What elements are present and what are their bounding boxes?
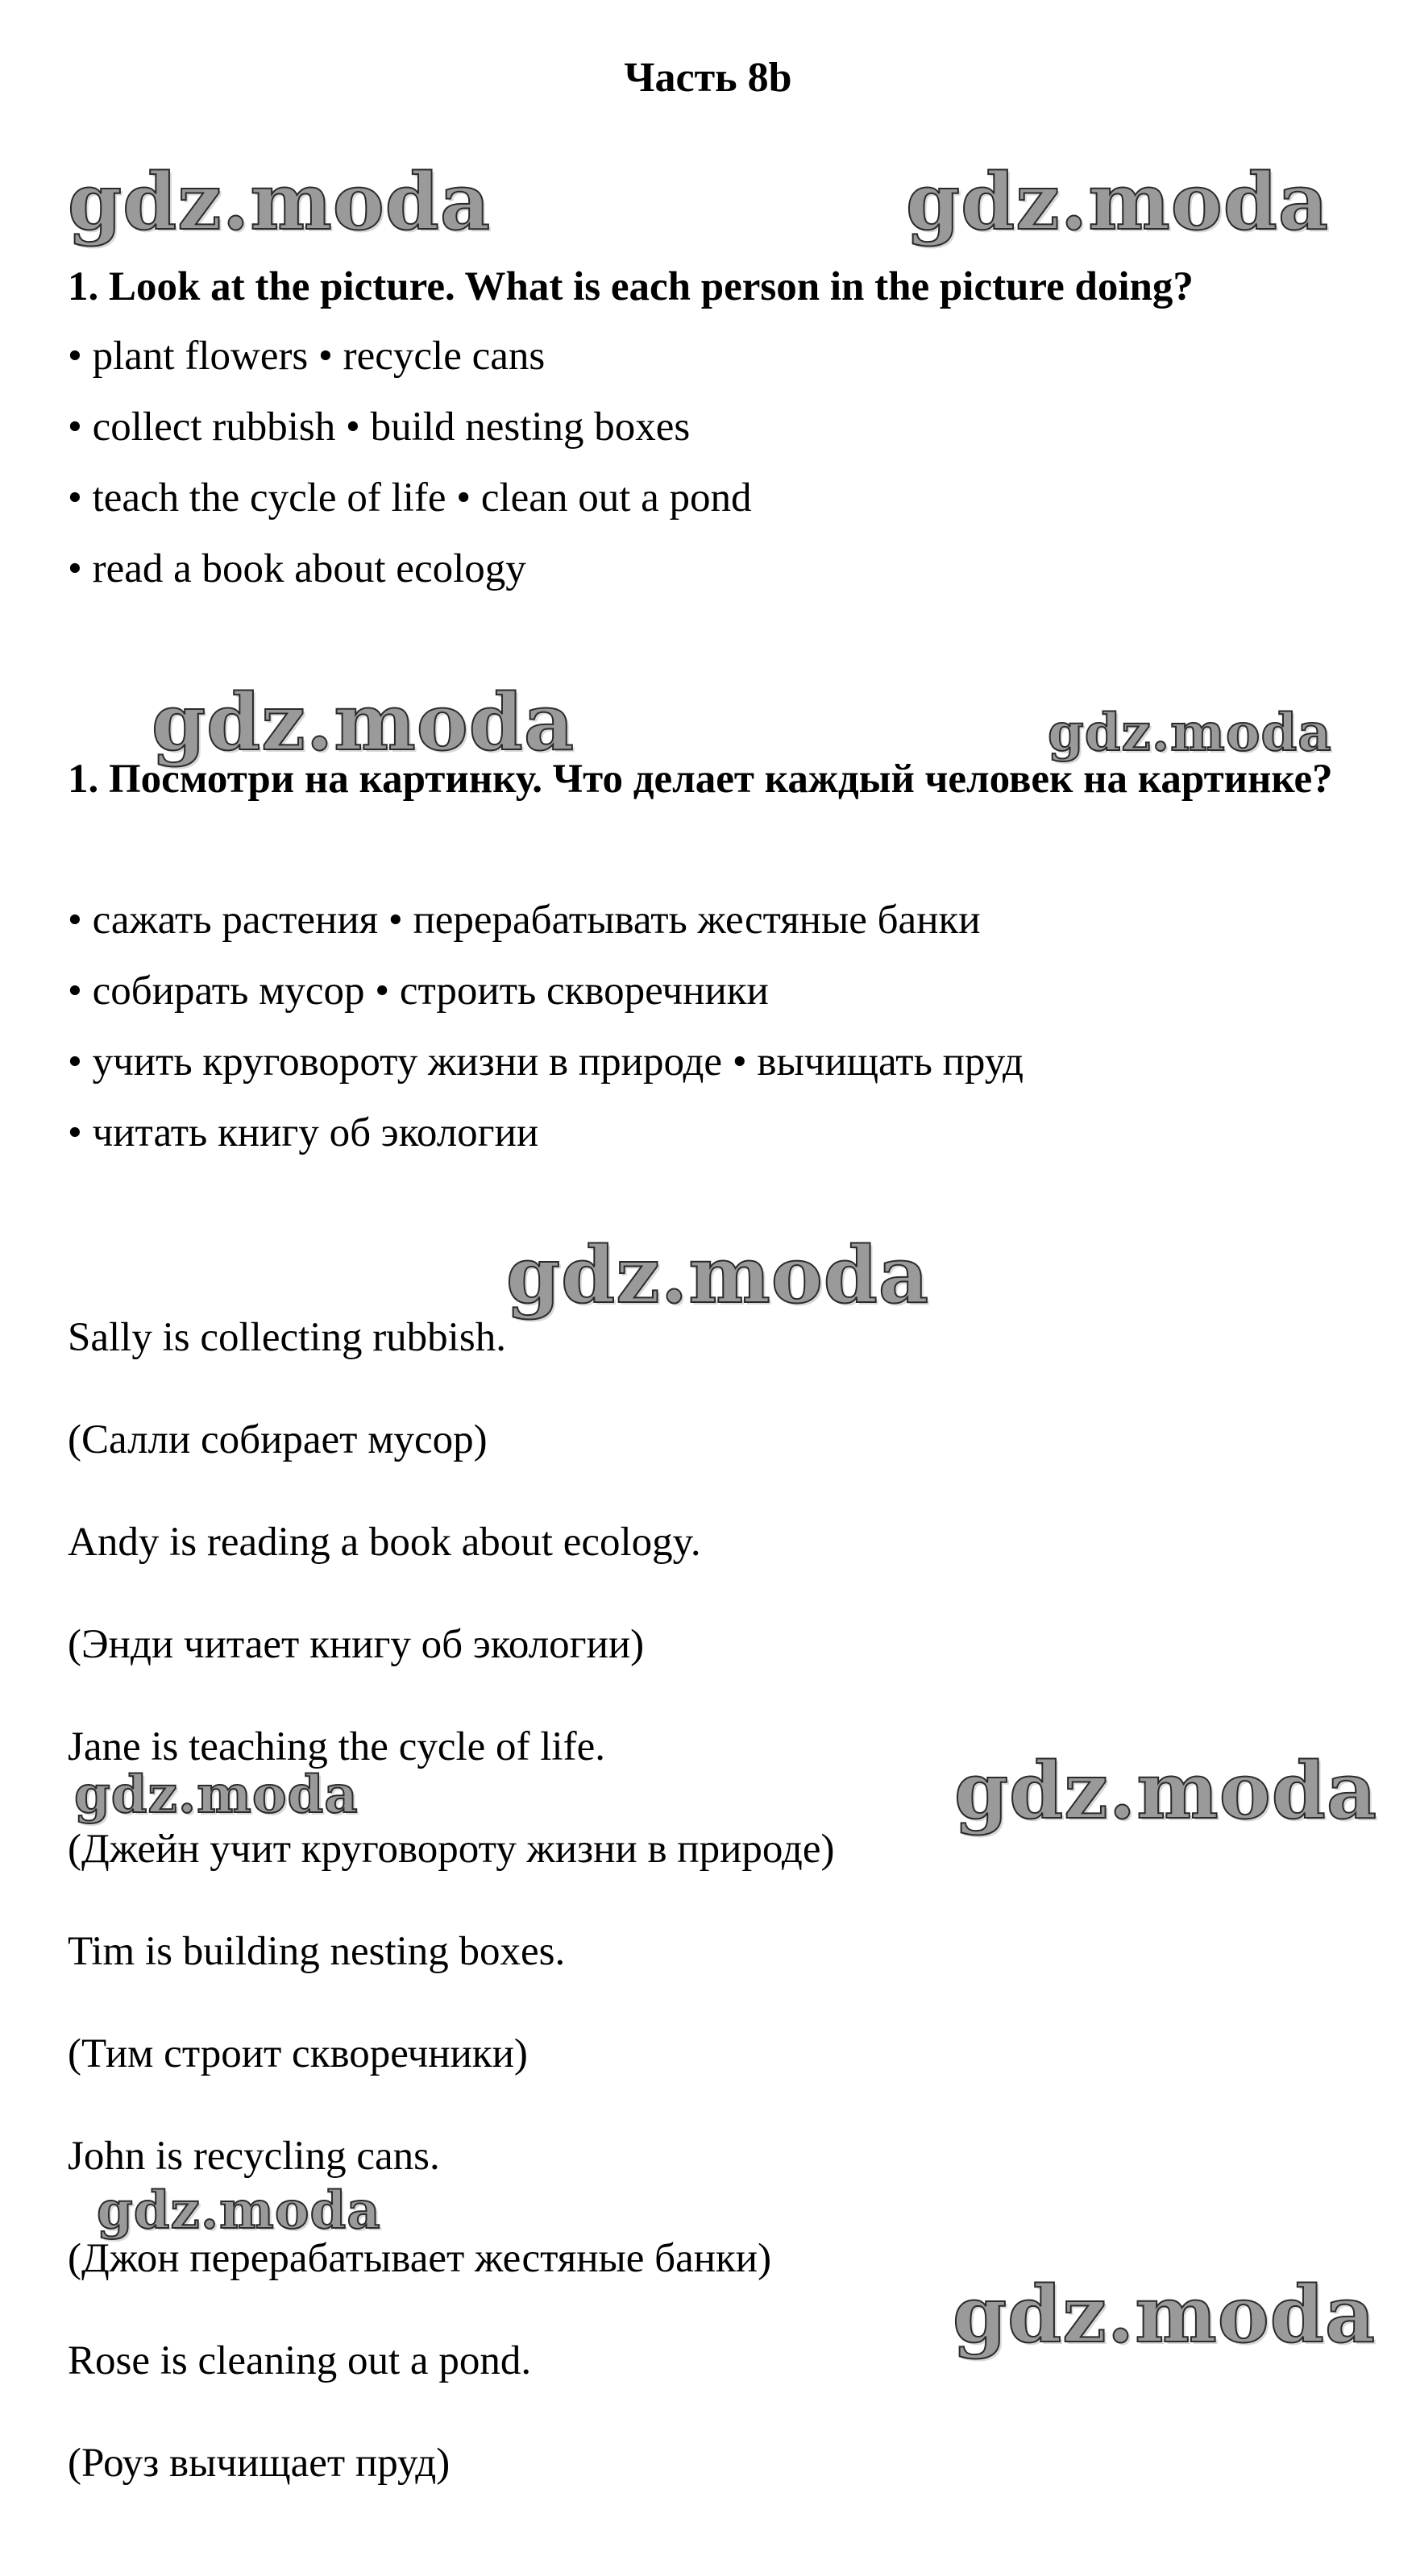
task-ru-heading: 1. Посмотри на картинку. Что делает каждый человек на картинке? — [68, 757, 1333, 802]
task-en-item: • plant flowers • recycle cans — [68, 334, 546, 379]
watermark: gdz.moda — [1048, 703, 1332, 763]
watermark: gdz.moda — [97, 2180, 381, 2241]
task-en-item: • teach the cycle of life • clean out a pond — [68, 475, 752, 521]
answer-line: Andy is reading a book about ecology. — [68, 1520, 701, 1565]
task-ru-item: • сажать растения • перерабатывать жестяные банки — [68, 898, 981, 943]
answer-line: Jane is teaching the cycle of life. — [68, 1724, 605, 1769]
watermark: gdz.moda — [906, 156, 1330, 247]
watermark: gdz.moda — [953, 2269, 1377, 2360]
watermark: gdz.moda — [68, 156, 492, 247]
task-en-heading: 1. Look at the picture. What is each person in the picture doing? — [68, 264, 1194, 309]
answer-translation: (Тим строит скворечники) — [68, 2031, 528, 2076]
watermark: gdz.moda — [954, 1745, 1378, 1836]
answer-translation: (Салли собирает мусор) — [68, 1417, 488, 1462]
watermark: gdz.moda — [74, 1765, 359, 1825]
task-en-item: • collect rubbish • build nesting boxes — [68, 404, 691, 450]
answer-line: Tim is building nesting boxes. — [68, 1929, 566, 1974]
task-en-item: • read a book about ecology — [68, 546, 526, 591]
answer-translation: (Джейн учит круговороту жизни в природе) — [68, 1827, 835, 1872]
task-ru-item: • собирать мусор • строить скворечники — [68, 969, 769, 1014]
answer-translation: (Энди читает книгу об экологии) — [68, 1622, 645, 1667]
answer-line: John is recycling cans. — [68, 2134, 440, 2179]
watermark: gdz.moda — [152, 677, 575, 768]
answer-translation: (Джон перерабатывает жестяные банки) — [68, 2236, 772, 2281]
answer-line: Sally is collecting rubbish. — [68, 1315, 506, 1360]
answer-translation: (Роуз вычищает пруд) — [68, 2441, 451, 2486]
page-title: Часть 8b — [624, 55, 792, 101]
answer-line: Rose is cleaning out a pond. — [68, 2338, 532, 2383]
task-ru-item: • читать книгу об экологии — [68, 1110, 539, 1155]
watermark: gdz.moda — [506, 1230, 930, 1321]
task-ru-item: • учить круговороту жизни в природе • вычищать пруд — [68, 1039, 1024, 1085]
